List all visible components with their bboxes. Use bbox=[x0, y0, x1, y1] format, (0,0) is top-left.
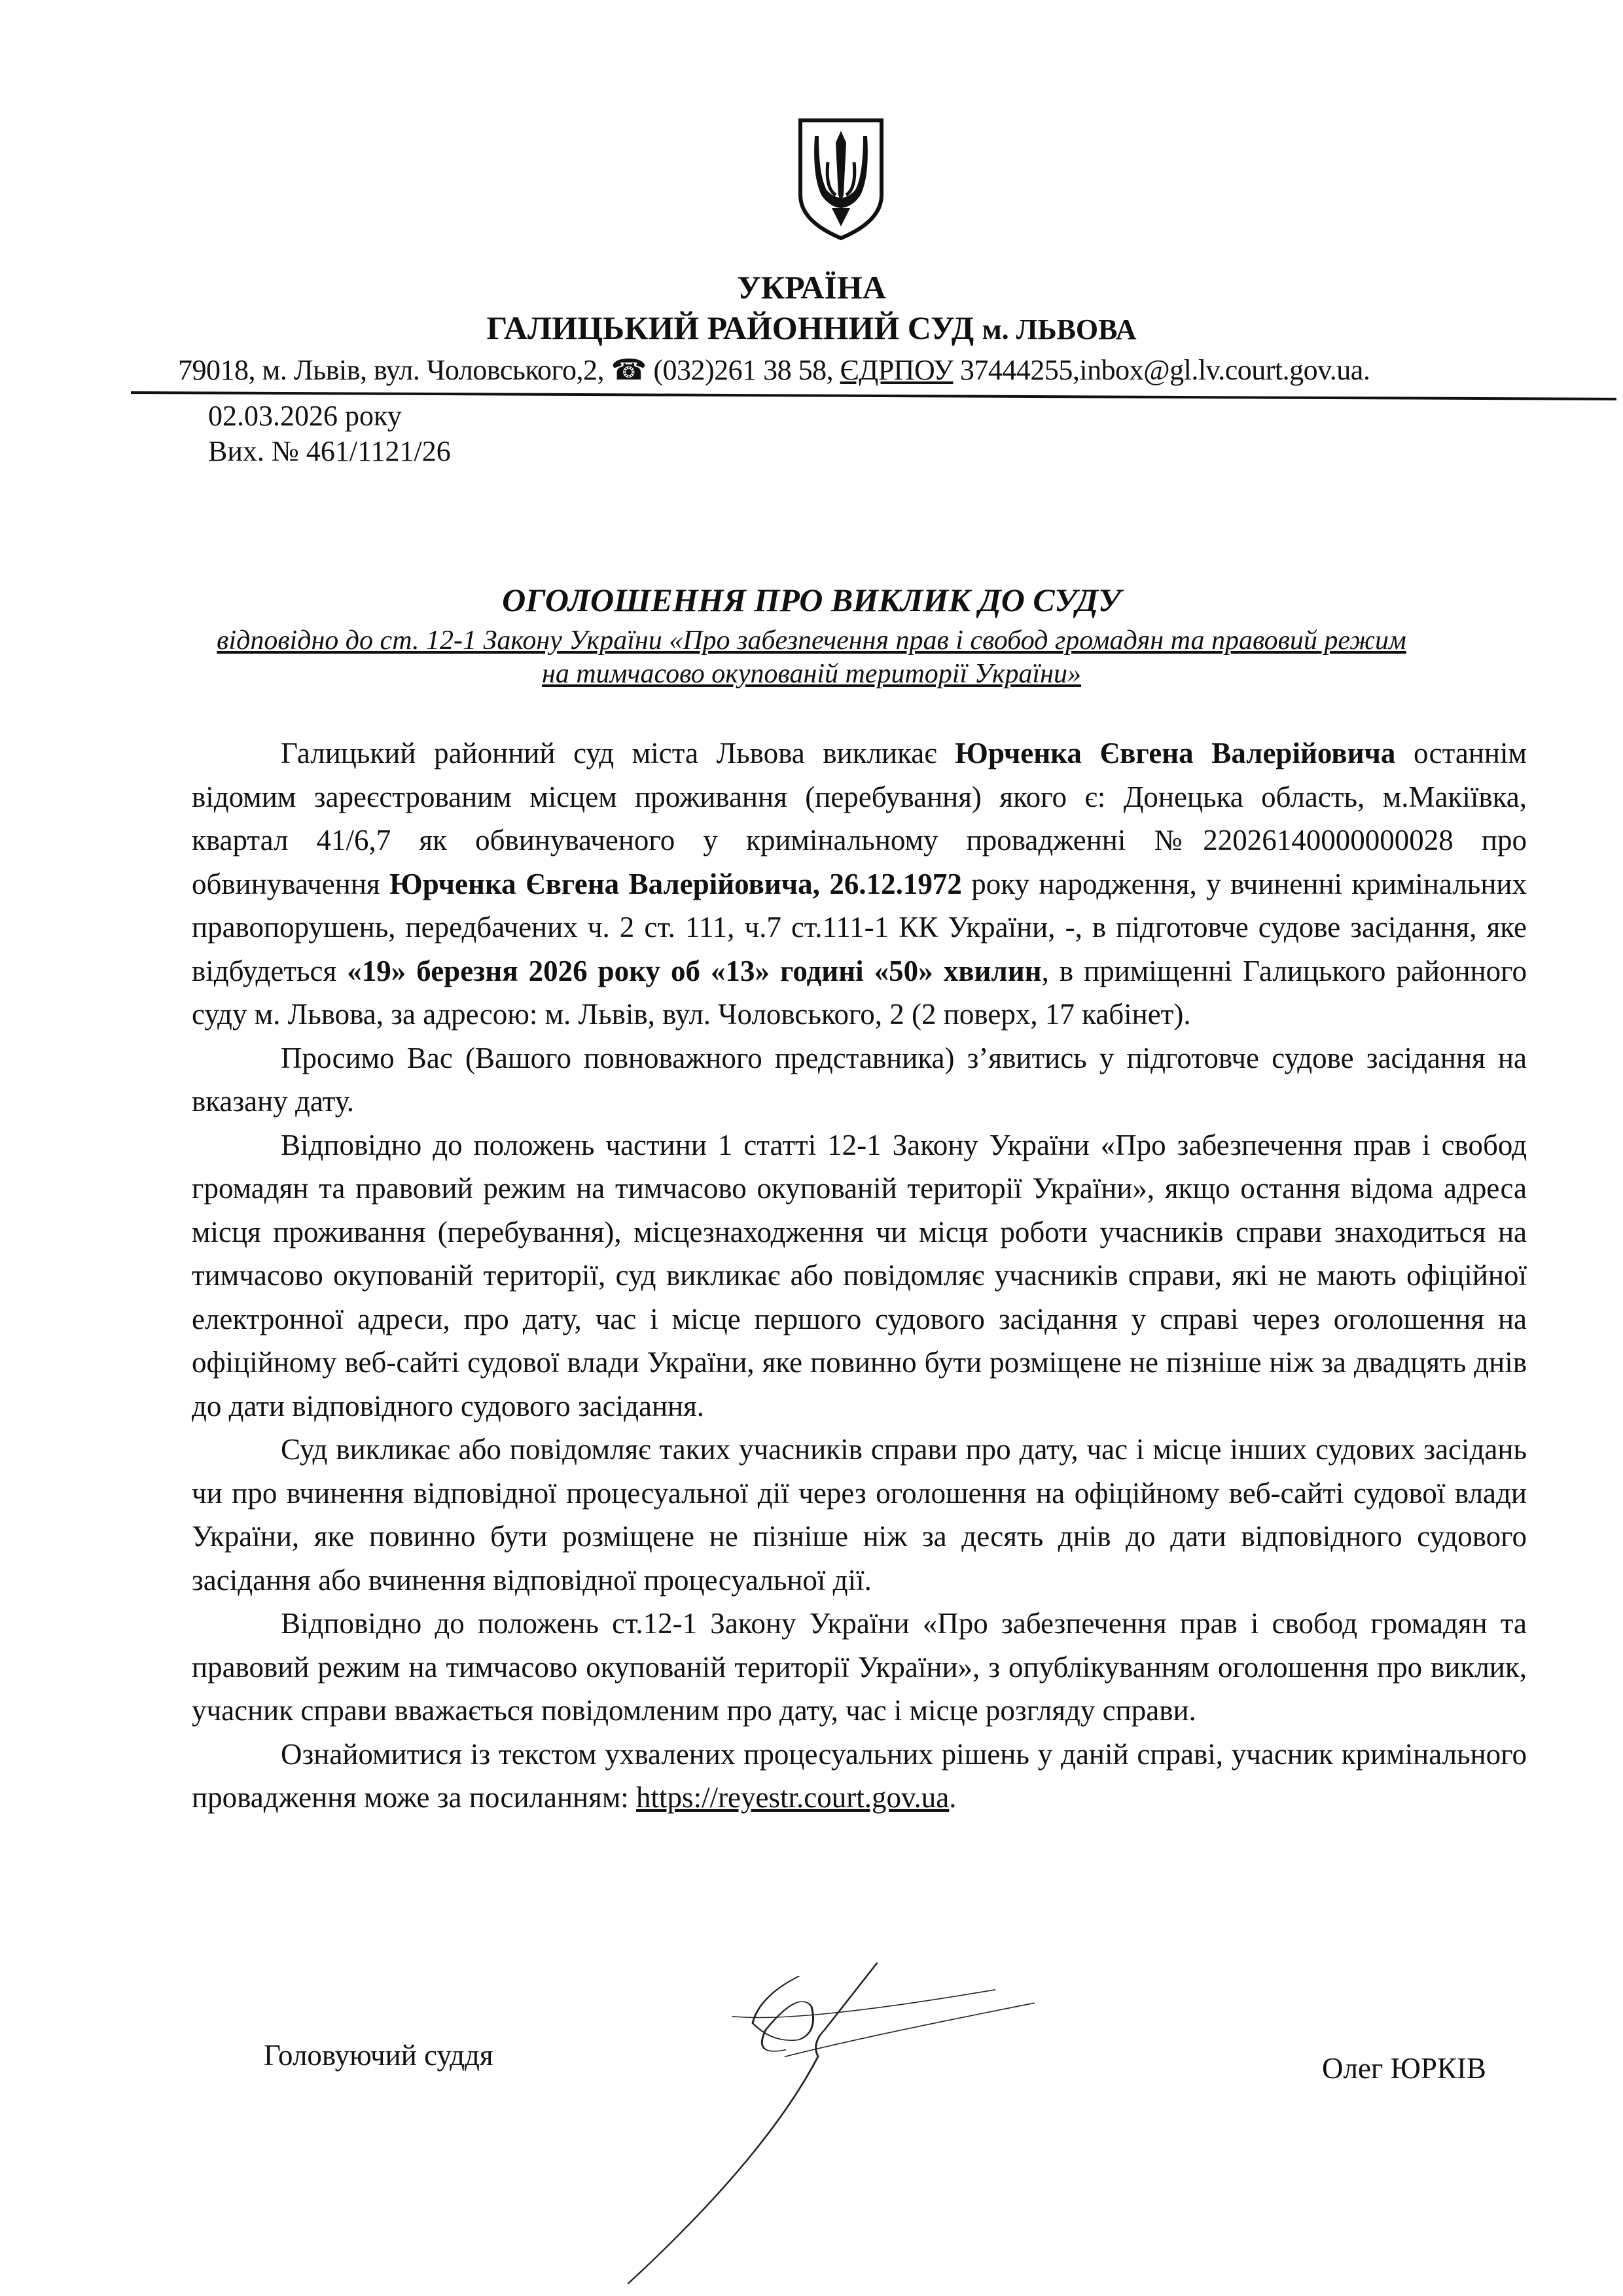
accused-name: Юрченка Євгена Валерійовича bbox=[955, 737, 1396, 769]
header-court-name bbox=[0, 309, 1623, 349]
paragraph-registry-link bbox=[192, 1733, 1527, 1820]
coat-of-arms-trident-icon bbox=[795, 116, 887, 241]
outgoing-number: Вих. № 461/1121/26 bbox=[208, 435, 451, 467]
judge-name: Олег ЮРКІВ bbox=[1322, 2052, 1486, 2085]
text: . bbox=[949, 1781, 957, 1814]
notice-body bbox=[192, 732, 1527, 1820]
paragraph-summons bbox=[192, 732, 1527, 1036]
handwritten-signature bbox=[602, 1956, 1060, 2290]
header-address-line bbox=[178, 353, 1370, 387]
header-country: УКРАЇНА bbox=[737, 269, 886, 306]
hearing-datetime: «19» березня 2026 року об «13» годині «50» хвилин bbox=[347, 954, 1042, 987]
edrpou-email: 37444255,inbox@gl.lv.court.gov.ua. bbox=[953, 354, 1370, 386]
paragraph-request: Просимо Вас (Вашого повноважного представника) з’явитись у підготовче судове засідання на вказану дату. bbox=[192, 1041, 1527, 1118]
accused-name-dob: Юрченка Євгена Валерійовича, 26.12.1972 bbox=[389, 867, 962, 900]
paragraph-law-other-hearings: Суд викликає або повідомляє таких учасників справи про дату, час і місце інших судових засідань чи про вчинення відповідної процесуальної дії через оголошення на офіційному веб-сайті судової влади України, яке повинно бути розміщене не пізніше ніж за десять днів до дати відповідного судового засідання або вчинення відповідної процесуальної дії. bbox=[192, 1433, 1527, 1597]
judge-role: Головуючий суддя bbox=[264, 2039, 493, 2072]
document-date: 02.03.2026 року bbox=[208, 400, 402, 432]
notice-subtitle-line2: на тимчасово окупованій території України» bbox=[541, 659, 1082, 689]
text: останнім відомим зареєстрованим місцем проживання (перебування) якого є: Донецька область, м.Макіївка, квартал 41/6,7 як обвинуваченого у кримінальному провадженні №22026140000000028 про обвинувачення bbox=[192, 737, 1527, 900]
edrpou-label: ЄДРПОУ bbox=[840, 354, 954, 386]
court-name: ГАЛИЦЬКИЙ РАЙОННИЙ СУД bbox=[486, 309, 974, 346]
paragraph-notification: Відповідно до положень ст.12-1 Закону України «Про забезпечення прав і свобод громадян та правовий режим на тимчасово окупованій території України», з опублікуванням оголошення про виклик, учасник справи вважається повідомленим про дату, час і місце розгляду справи. bbox=[192, 1607, 1527, 1727]
paragraph-law-first-hearing: Відповідно до положень частини 1 статті 12-1 Закону України «Про забезпечення прав і свобод громадян та правовий режим на тимчасово окупованій території України», якщо остання відома адреса місця проживання (перебування), місцезнаходження чи місця роботи учасників справи знаходиться на тимчасово окупованій території, суд викликає або повідомляє учасників справи, які не мають офіційної електронної адреси, про дату, час і місце першого судового засідання у справі через оголошення на офіційному веб-сайті судової влади України, яке повинно бути розміщене не пізніше ніж за двадцять днів до дати відповідного судового засідання. bbox=[192, 1128, 1527, 1422]
court-city: м. ЛЬВОВА bbox=[982, 313, 1137, 345]
court-phone: (032)261 38 58, bbox=[653, 354, 834, 386]
court-address: 79018, м. Львів, вул. Чоловського,2, bbox=[178, 354, 605, 386]
text: , в приміщенні Галицького районного суду м. Львова, за адресою: м. Львів, вул. Чоловського, 2 (2 поверх, 17 кабінет). bbox=[192, 954, 1527, 1031]
text: року народження, у вчиненні кримінальних правопорушень, передбачених ч. 2 ст. 111, ч.7 ст.111-1 КК України, -, в підготовче судове засідання, яке відбудеться bbox=[192, 867, 1527, 987]
notice-title: ОГОЛОШЕННЯ ПРО ВИКЛИК ДО СУДУ bbox=[502, 582, 1121, 618]
text: Ознайомитися із текстом ухвалених процесуальних рішень у даній справі, учасник кримінального провадження може за посиланням: bbox=[192, 1737, 1527, 1814]
telephone-icon: ☎ bbox=[611, 354, 647, 386]
text: Галицький районний суд міста Львова викликає bbox=[281, 737, 955, 769]
registry-link[interactable]: https://reyestr.court.gov.ua bbox=[636, 1781, 950, 1814]
notice-subtitle-line1: відповідно до ст. 12-1 Закону України «Про забезпечення прав і свобод громадян та правовий режим bbox=[217, 626, 1406, 656]
